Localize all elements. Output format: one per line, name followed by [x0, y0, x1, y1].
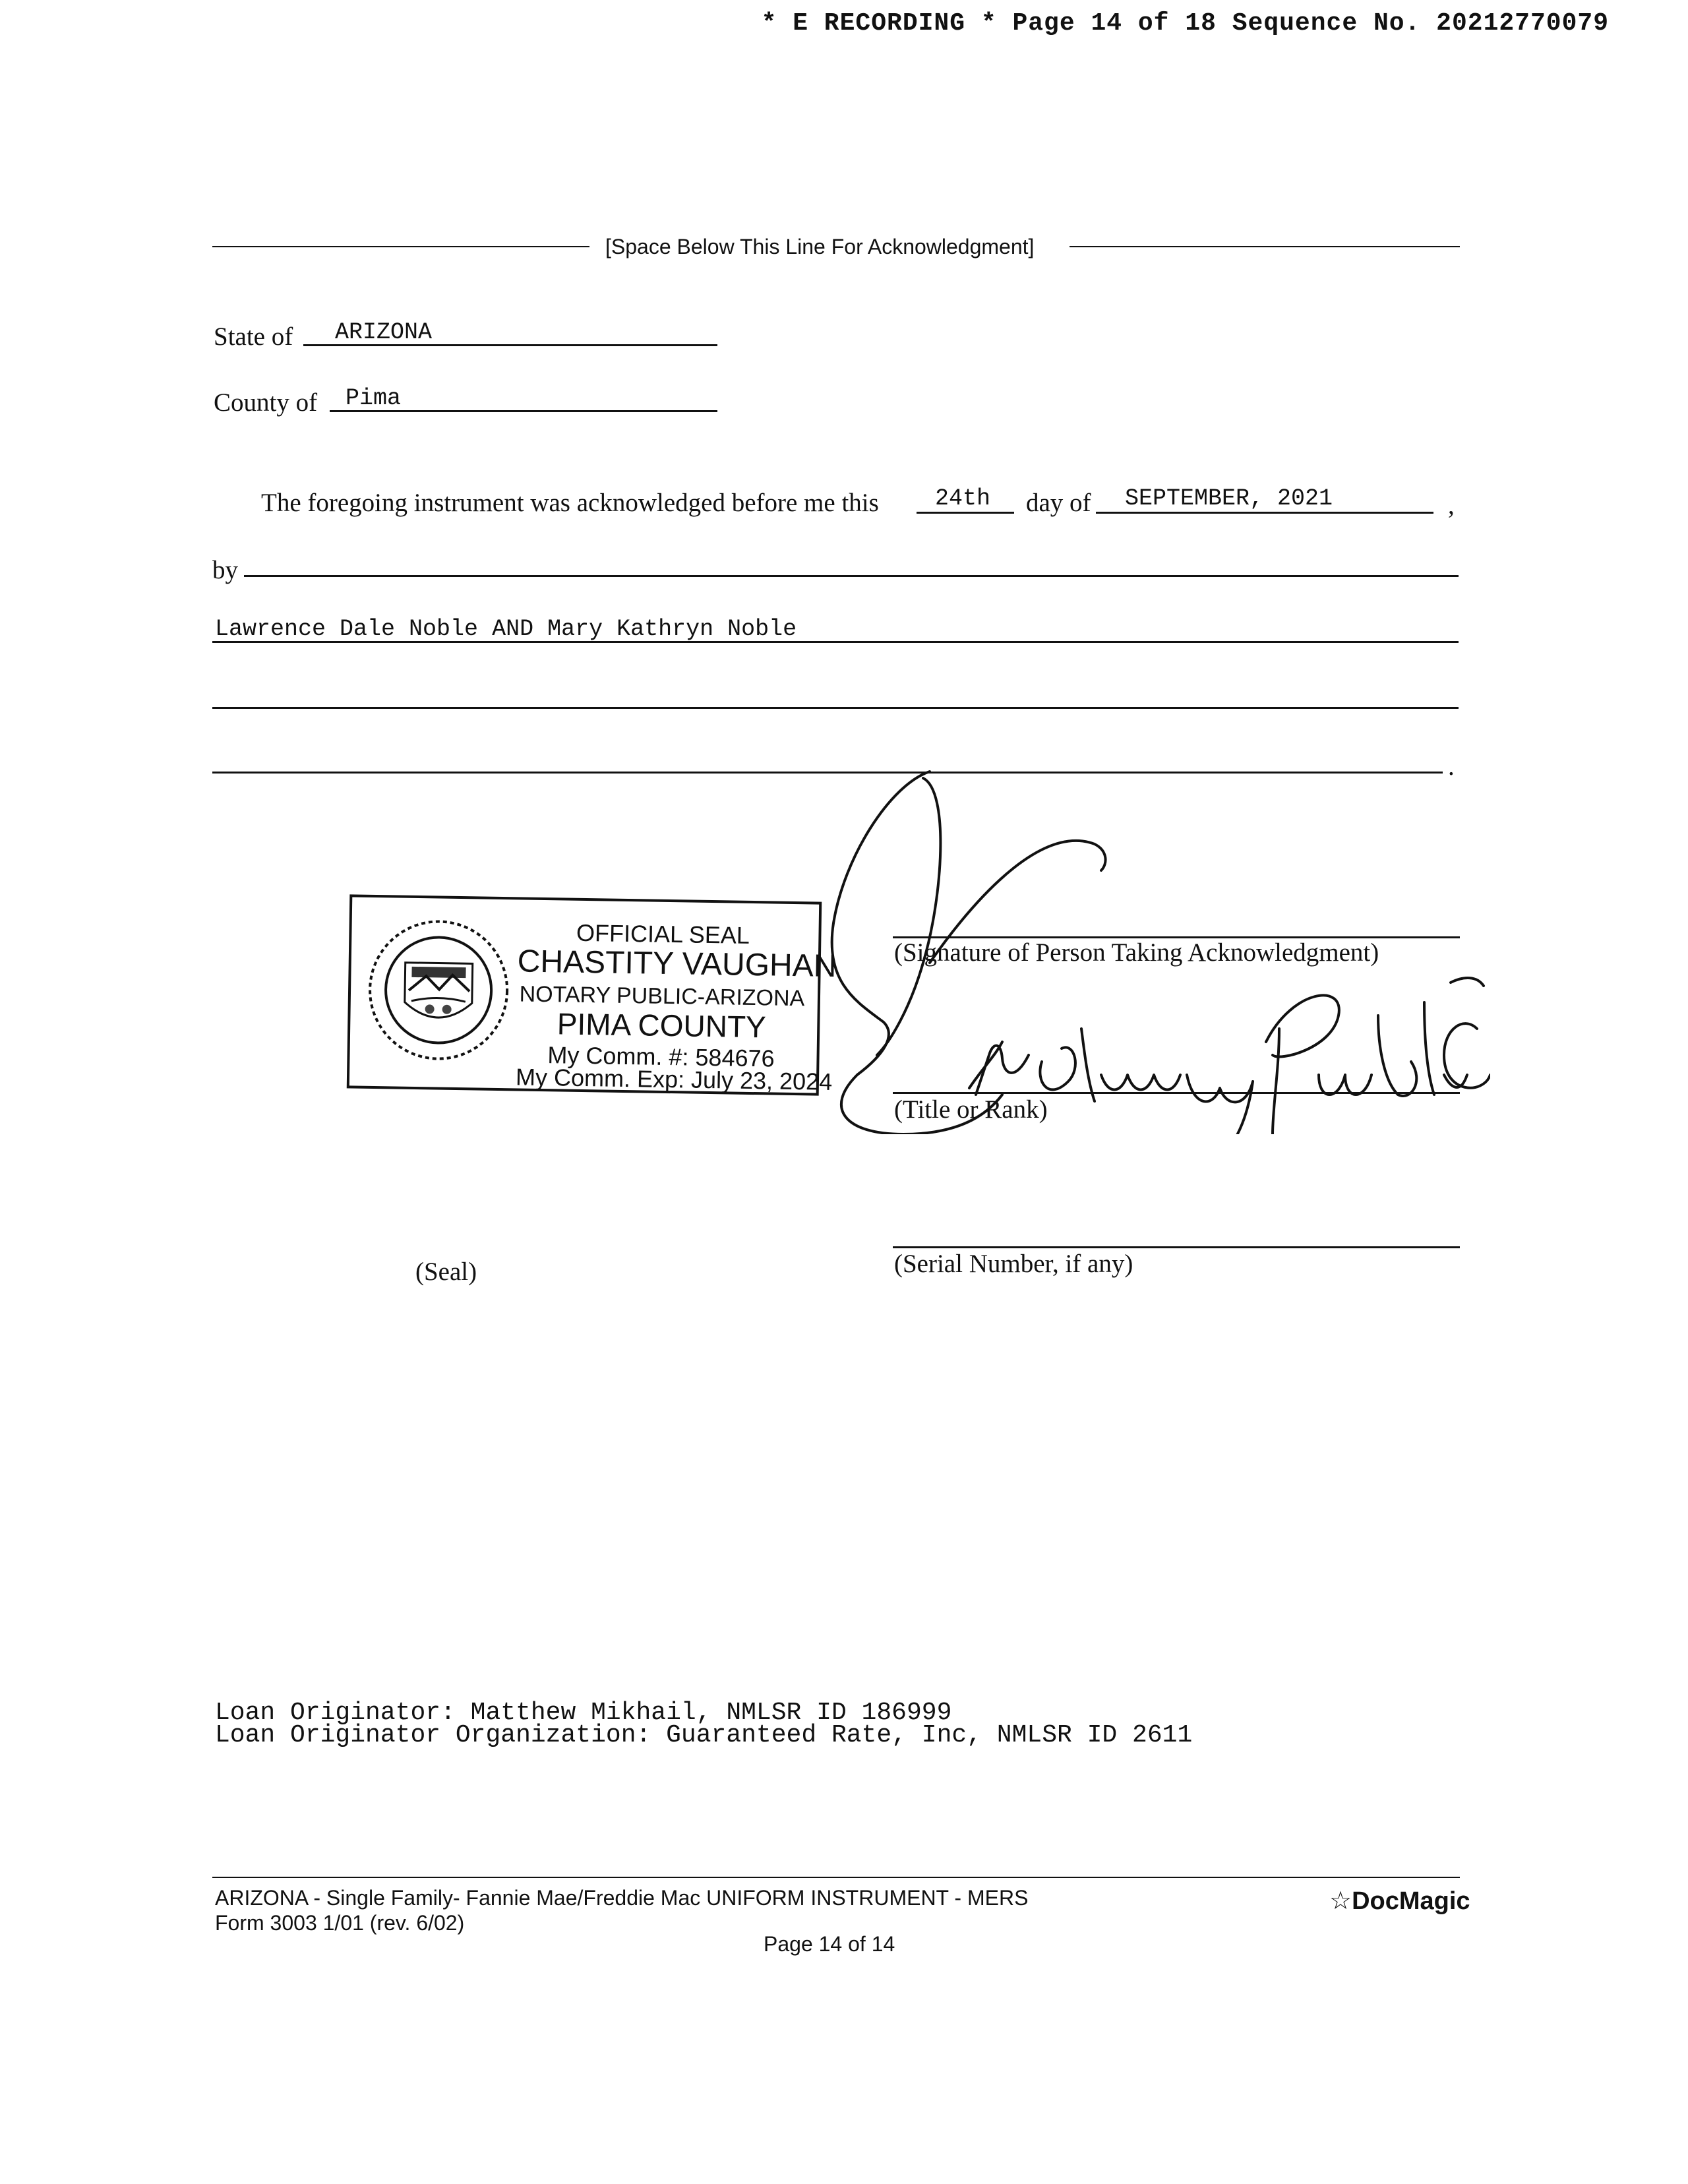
seal-official-label: OFFICIAL SEAL — [576, 919, 750, 949]
seal-label: (Seal) — [415, 1258, 477, 1286]
title-handwritten — [0, 0, 1, 1]
by-underline — [244, 575, 1459, 577]
day-value: 24th — [935, 485, 991, 512]
ack-rule-left — [212, 246, 589, 247]
ack-heading: [Space Below This Line For Acknowledgment] — [605, 235, 1035, 258]
footer-rule — [212, 1877, 1460, 1878]
signature-caption: (Signature of Person Taking Acknowledgment) — [894, 938, 1379, 967]
seal-county: PIMA COUNTY — [557, 1006, 767, 1045]
title-line — [893, 1092, 1460, 1094]
loan-originator-org-line: Loan Originator Organization: Guaranteed Rate, Inc, NMLSR ID 2611 — [215, 1721, 1193, 1749]
loan-originator-line: Loan Originator: Matthew Mikhail, NMLSR ID 186999 — [215, 1699, 952, 1727]
serial-line — [893, 1246, 1460, 1248]
day-underline — [917, 512, 1014, 514]
footer-form-title: ARIZONA - Single Family- Fannie Mae/Freddie Mac UNIFORM INSTRUMENT - MERS — [215, 1886, 1029, 1910]
official-notary-seal — [347, 894, 837, 1095]
month-year-underline — [1096, 512, 1433, 514]
state-value: ARIZONA — [335, 319, 433, 346]
county-underline — [330, 410, 717, 412]
state-underline — [303, 344, 717, 346]
state-label: State of — [214, 322, 293, 351]
statement-prefix: The foregoing instrument was acknowledged before me this — [261, 489, 879, 517]
county-value: Pima — [346, 385, 402, 411]
seal-commission-number: My Comm. #: 584676 — [547, 1041, 775, 1072]
serial-caption: (Serial Number, if any) — [894, 1250, 1133, 1278]
day-of-label: day of — [1026, 489, 1091, 517]
seal-commission-expiration: My Comm. Exp: July 23, 2024 — [515, 1063, 833, 1095]
signers-names: Lawrence Dale Noble AND Mary Kathryn Noble — [215, 616, 797, 642]
star-outline-icon: ☆ — [1329, 1887, 1352, 1915]
ack-rule-right — [1070, 246, 1460, 247]
docmagic-brand: DocMagic — [1352, 1887, 1470, 1915]
title-caption: (Title or Rank) — [894, 1095, 1048, 1124]
footer-form-number: Form 3003 1/01 (rev. 6/02) — [215, 1911, 465, 1935]
state-seal-emblem-icon — [364, 916, 512, 1064]
county-label: County of — [214, 388, 318, 417]
seal-notary-title: NOTARY PUBLIC-ARIZONA — [519, 981, 805, 1012]
recording-header: * E RECORDING * Page 14 of 18 Sequence No. 20212770079 — [761, 9, 1609, 38]
seal-notary-name: CHASTITY VAUGHAN — [517, 944, 837, 984]
closing-period: . — [1448, 752, 1455, 781]
month-year-value: SEPTEMBER, 2021 — [1125, 485, 1333, 512]
blank-line-1 — [212, 707, 1459, 709]
statement-comma: , — [1448, 491, 1455, 520]
footer-page-number: Page 14 of 14 — [764, 1932, 895, 1956]
by-label: by — [212, 556, 238, 584]
signers-underline — [212, 641, 1459, 643]
docmagic-logo — [1329, 1886, 1470, 1916]
